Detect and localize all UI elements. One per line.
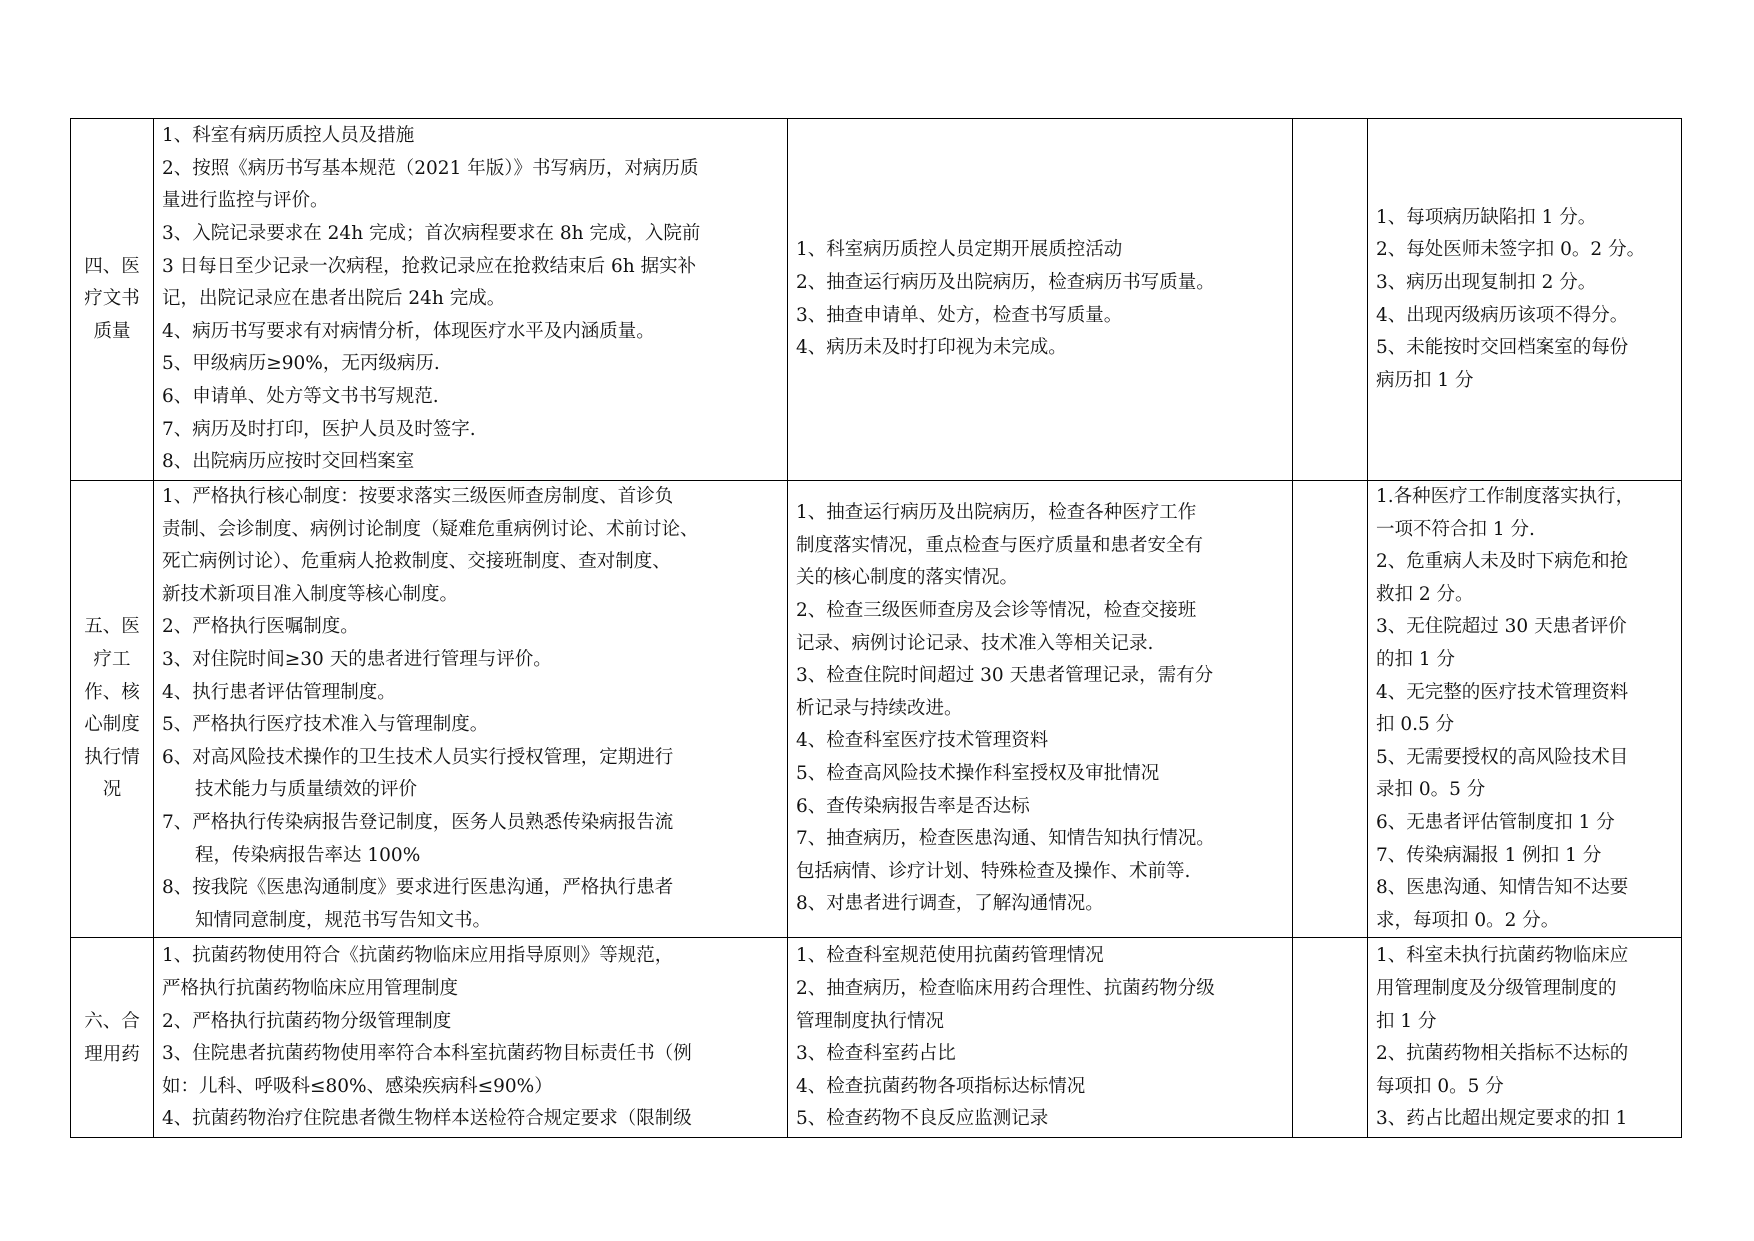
deduction-line: 5、无需要授权的高风险技术目 (1376, 746, 1629, 768)
method-line: 析记录与持续改进。 (796, 697, 963, 719)
deduction-line: 6、无患者评估管制度扣 1 分 (1376, 811, 1615, 833)
standard-line: 技术能力与质量绩效的评价 (195, 779, 418, 801)
deduction-line: 4、无完整的医疗技术管理资料 (1376, 681, 1629, 703)
standard-line: 记，出院记录应在患者出院后 24h 完成。 (162, 288, 506, 310)
deduction-line: 扣 0.5 分 (1376, 714, 1455, 736)
deduction-line: 用管理制度及分级管理制度的 (1376, 977, 1617, 999)
standard-line: 3 日每日至少记录一次病程，抢救记录应在抢救结束后 6h 据实补 (162, 255, 697, 277)
methods-cell (788, 938, 1293, 1138)
standard-line: 4、病历书写要求有对病情分析，体现医疗水平及内涵质量。 (162, 320, 655, 342)
methods-cell (788, 119, 1293, 481)
method-line: 2、抽查病历，检查临床用药合理性、抗菌药物分级 (796, 977, 1215, 999)
deduction-line: 2、危重病人未及时下病危和抢 (1376, 551, 1629, 573)
standard-line: 知情同意制度，规范书写告知文书。 (195, 909, 492, 931)
standard-line: 8、出院病历应按时交回档案室 (162, 451, 415, 473)
method-line: 4、检查科室医疗技术管理资料 (796, 730, 1049, 752)
standard-line: 严格执行抗菌药物临床应用管理制度 (162, 977, 459, 999)
method-line: 2、检查三级医师查房及会诊等情况，检查交接班 (796, 600, 1197, 622)
method-line: 3、抽查申请单、处方，检查书写质量。 (796, 304, 1123, 326)
standard-line: 2、严格执行医嘱制度。 (162, 616, 359, 638)
standard-line: 6、对高风险技术操作的卫生技术人员实行授权管理，定期进行 (162, 746, 674, 768)
standard-line: 如：儿科、呼吸科≤80%、感染疾病科≤90%） (162, 1075, 553, 1097)
deduction-line: 3、病历出现复制扣 2 分。 (1376, 271, 1597, 293)
method-line: 1、抽查运行病历及出院病历，检查各种医疗工作 (796, 502, 1197, 524)
score-cell (1293, 938, 1368, 1138)
deduction-line: 2、抗菌药物相关指标不达标的 (1376, 1043, 1629, 1065)
score-cell (1293, 119, 1368, 481)
method-line: 1、科室病历质控人员定期开展质控活动 (796, 239, 1123, 261)
standards-cell (154, 119, 788, 481)
deduction-line: 每项扣 0。5 分 (1376, 1075, 1504, 1097)
method-line: 3、检查住院时间超过 30 天患者管理记录，需有分 (796, 665, 1214, 687)
standards-cell (154, 938, 788, 1138)
method-line: 4、检查抗菌药物各项指标达标情况 (796, 1075, 1086, 1097)
standard-line: 程，传染病报告率达 100% (195, 844, 421, 866)
deduction-line: 求，每项扣 0。2 分。 (1376, 909, 1560, 931)
deduction-line: 1.各种医疗工作制度落实执行， (1376, 486, 1635, 507)
assessment-table (70, 118, 1682, 1138)
table-row (71, 481, 1682, 938)
table-row (71, 938, 1682, 1138)
standard-line: 1、严格执行核心制度：按要求落实三级医师查房制度、首诊负 (162, 486, 674, 507)
deduction-line: 救扣 2 分。 (1376, 583, 1474, 605)
standard-line: 7、病历及时打印，医护人员及时签字. (162, 418, 476, 440)
deductions-cell (1368, 938, 1682, 1138)
score-cell (1293, 481, 1368, 938)
standard-line: 2、按照《病历书写基本规范（2021 年版）》书写病历，对病历质 (162, 157, 699, 179)
standard-line: 4、执行患者评估管理制度。 (162, 681, 396, 703)
method-line: 8、对患者进行调查，了解沟通情况。 (796, 893, 1104, 915)
standard-line: 新技术新项目准入制度等核心制度。 (162, 583, 459, 605)
standard-line: 3、对住院时间≥30 天的患者进行管理与评价。 (162, 648, 552, 670)
method-line: 6、查传染病报告率是否达标 (796, 795, 1030, 817)
standard-line: 3、住院患者抗菌药物使用率符合本科室抗菌药物目标责任书（例 (162, 1043, 692, 1065)
method-line: 1、检查科室规范使用抗菌药管理情况 (796, 945, 1104, 967)
method-line: 关的核心制度的落实情况。 (796, 567, 1019, 589)
method-line: 5、检查高风险技术操作科室授权及审批情况 (796, 763, 1160, 785)
standard-line: 2、严格执行抗菌药物分级管理制度 (162, 1010, 452, 1032)
standard-line: 5、甲级病历≥90%，无丙级病历. (162, 353, 440, 375)
deduction-line: 7、传染病漏报 1 例扣 1 分 (1376, 844, 1602, 866)
standard-line: 6、申请单、处方等文书书写规范. (162, 385, 439, 407)
deduction-line: 3、药占比超出规定要求的扣 1 (1376, 1108, 1628, 1130)
deduction-line: 2、每处医师未签字扣 0。2 分。 (1376, 239, 1646, 261)
method-line: 5、检查药物不良反应监测记录 (796, 1108, 1049, 1130)
method-line: 包括病情、诊疗计划、特殊检查及操作、术前等. (796, 860, 1191, 882)
deduction-line: 3、无住院超过 30 天患者评价 (1376, 616, 1627, 638)
deduction-line: 录扣 0。5 分 (1376, 779, 1486, 801)
category-cell: 五、医疗工作、核心制度执行情况 (71, 481, 154, 938)
standard-line: 5、严格执行医疗技术准入与管理制度。 (162, 714, 489, 736)
standard-line: 责制、会诊制度、病例讨论制度（疑难危重病例讨论、术前讨论、 (162, 518, 699, 540)
method-line: 制度落实情况，重点检查与医疗质量和患者安全有 (796, 534, 1204, 556)
standards-cell (154, 481, 788, 938)
deduction-line: 的扣 1 分 (1376, 648, 1456, 670)
deduction-line: 4、出现丙级病历该项不得分。 (1376, 304, 1629, 326)
standard-line: 1、抗菌药物使用符合《抗菌药物临床应用指导原则》等规范， (162, 945, 674, 967)
category-cell: 四、医疗文书质量 (71, 119, 154, 481)
deduction-line: 扣 1 分 (1376, 1010, 1437, 1032)
deduction-line: 病历扣 1 分 (1376, 369, 1474, 391)
standard-line: 8、按我院《医患沟通制度》要求进行医患沟通，严格执行患者 (162, 877, 674, 899)
standard-line: 死亡病例讨论）、危重病人抢救制度、交接班制度、查对制度、 (162, 551, 671, 573)
method-line: 管理制度执行情况 (796, 1010, 945, 1032)
method-line: 记录、病例讨论记录、技术准入等相关记录. (796, 632, 1154, 654)
deduction-line: 一项不符合扣 1 分. (1376, 518, 1535, 540)
deduction-line: 5、未能按时交回档案室的每份 (1376, 337, 1629, 359)
standard-line: 1、科室有病历质控人员及措施 (162, 125, 415, 147)
standard-line: 3、入院记录要求在 24h 完成；首次病程要求在 8h 完成，入院前 (162, 223, 701, 245)
method-line: 3、检查科室药占比 (796, 1043, 956, 1065)
method-line: 4、病历未及时打印视为未完成。 (796, 337, 1067, 359)
method-line: 7、抽查病历，检查医患沟通、知情告知执行情况。 (796, 828, 1215, 850)
standard-line: 4、抗菌药物治疗住院患者微生物样本送检符合规定要求（限制级 (162, 1108, 692, 1130)
standard-line: 7、严格执行传染病报告登记制度，医务人员熟悉传染病报告流 (162, 811, 674, 833)
deduction-line: 1、每项病历缺陷扣 1 分。 (1376, 206, 1597, 228)
deductions-cell (1368, 119, 1682, 481)
standard-line: 量进行监控与评价。 (162, 190, 329, 212)
methods-cell (788, 481, 1293, 938)
table-row (71, 119, 1682, 481)
deduction-line: 1、科室未执行抗菌药物临床应 (1376, 945, 1629, 967)
deduction-line: 8、医患沟通、知情告知不达要 (1376, 877, 1629, 899)
category-cell: 六、合理用药 (71, 938, 154, 1138)
deductions-cell (1368, 481, 1682, 938)
method-line: 2、抽查运行病历及出院病历，检查病历书写质量。 (796, 271, 1215, 293)
